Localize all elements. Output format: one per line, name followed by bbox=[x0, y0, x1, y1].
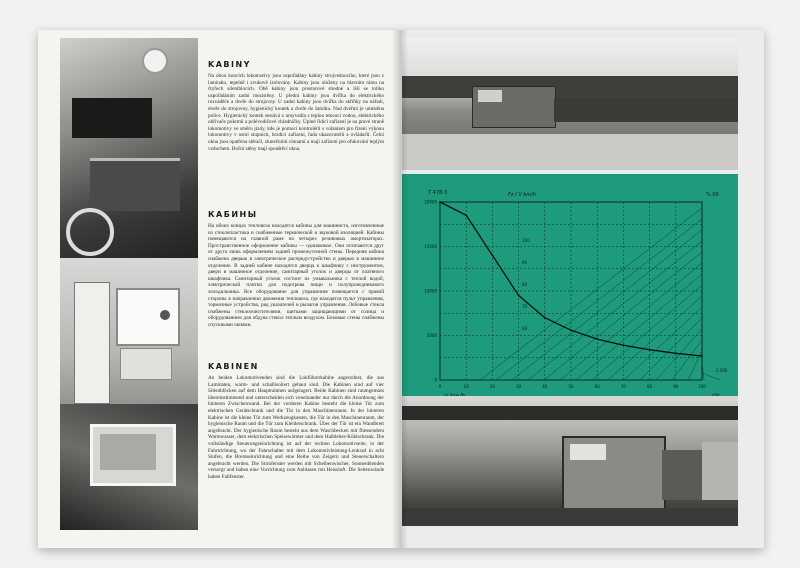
y-secondary-tick-label: 100 bbox=[522, 238, 530, 243]
series-point bbox=[570, 329, 572, 331]
section-russian bbox=[208, 210, 384, 335]
y-axis-label: Fz / V km/h bbox=[508, 192, 536, 198]
x-tick-label: 100 bbox=[698, 384, 706, 389]
series-point bbox=[701, 355, 703, 357]
section-heading-german: KABINEN bbox=[208, 362, 259, 371]
x-tick-label: 80 bbox=[647, 384, 653, 389]
series-point bbox=[544, 317, 546, 319]
section-text-czech: Na obou koncích lokomotivy jsou uspořádány kabiny strojvedoucího, které jsou z lamináto, tepelně i zvukově izolovány. Kabiny jsou uloženy na hlavním rámu na čtyřech silentblocích. Obě kabiny jsou prostorově shodné a liší se toliko uspořádáním zadní mezistěny. U přední kabiny jsou dvířka do elektrického rozváděče a dveře do strojovny. U zadní kabiny jsou dvířka do skříňky na nářadí, dveře do strojovny, hygienický koutek a dveře do šatníku. Nad dveřmi je umístěna police. Hygienický koutek sestává z umyvadla s teplou tekoucí vodou, elektrického ohřívače pokrmů a polévodičové chladničky. Úplné řídicí zařízení je na pravé straně lokomotivy ve směru jízdy, kde je pomocí kontrolérů s volantem pro řízení výkonu lokomotivy v osmi stupních, brzdicí zařízení, řada ukazovatelů a ovládačů. Čelní okna jsou opatřena stěrači, slunečními clonami a mají zařízení pro ofukování teplým vzduchem. Boční stěny mají spouštěcí okna. bbox=[208, 73, 384, 152]
series-point bbox=[518, 295, 520, 297]
y-tick-label: 0 bbox=[434, 377, 437, 383]
y-secondary-tick-label: 90 bbox=[522, 260, 528, 265]
y-secondary-tick-label: 80 bbox=[522, 282, 528, 287]
brochure-spread bbox=[38, 30, 764, 548]
series-point bbox=[623, 344, 625, 346]
efficiency-ray-line bbox=[624, 307, 702, 380]
efficiency-ray-line bbox=[560, 263, 702, 380]
y-secondary-tick-label: 60 bbox=[522, 326, 528, 331]
efficiency-ray-line bbox=[702, 373, 720, 380]
efficiency-ray-line bbox=[656, 329, 702, 380]
efficiency-ray-line bbox=[592, 285, 702, 380]
tractive-effort-chart bbox=[402, 174, 738, 412]
section-czech bbox=[208, 60, 384, 158]
series-point bbox=[439, 201, 441, 203]
photo-locomotive-station bbox=[402, 396, 738, 526]
x-tick-label: 50 bbox=[568, 384, 574, 389]
series-point bbox=[596, 338, 598, 340]
x-tick-label: 20 bbox=[489, 384, 495, 389]
right-page bbox=[400, 30, 764, 548]
x-tick-label: 40 bbox=[542, 384, 548, 389]
series-point bbox=[675, 352, 677, 354]
photo-locomotive-landscape bbox=[402, 38, 738, 170]
series-point bbox=[465, 214, 467, 216]
y-secondary-tick-label: 70 bbox=[522, 304, 528, 309]
series-point bbox=[649, 349, 651, 351]
chart-panel bbox=[402, 174, 738, 412]
photo-cab-cabinet bbox=[60, 404, 198, 530]
chart-title: T 478-3 bbox=[428, 190, 448, 196]
section-german bbox=[208, 362, 384, 487]
efficiency-ray-line bbox=[496, 219, 702, 380]
efficiency-ray-line bbox=[576, 274, 702, 380]
x-tick-label: 60 bbox=[594, 384, 600, 389]
x-extra-tick-label: 2 000 bbox=[716, 368, 728, 373]
section-text-russian: На обоих концах тепловоза находятся кабины для машиниста, изготовленные из стеклопластика и снабженные термической и звуковой изоляцией. Кабины помещаются на главной раме на четырех резиновых амортизаторах. Пространственное оформление кабины — одинаковое. Они отличаются друг от друга лишь оформлением задней промежуточной стены. Передняя кабина снабжена дверью в электрическое распредустройство и дверью в машинное отделение. В задней кабине находятся дверца к шкафчику с инструментом, двери в машинное отделение, санитарный уголок и дверцы от платяного шкафчика. Санитарный уголок состоит из умывальника с теплой водой, электрической плитки для подогрева пищи и полупроводникового холодильника. Все оборудование для управления помещается с правой стороны в направлении движения тепловоза, где находятся пульт управления, тормозные устройства, ряд указателей и рычагов управления. Лобовые стекла снабжены стеклоочистителями, щитками защищающими от солнца и оборудованием для обдува стекол теплым воздухом. Боковые стены снабжены спускными окнами. bbox=[208, 223, 384, 328]
photo-cab-dashboard bbox=[60, 38, 198, 270]
x-tick-label: 10 bbox=[463, 384, 469, 389]
photo-cab-interior bbox=[60, 258, 198, 418]
y-tick-label: 15000 bbox=[424, 244, 437, 249]
section-text-german: An beiden Lokomotivenden sind die Lokführerkabine angeordnet, die aus Laminaten, warm- und schallisoliert gebaut sind. Die Kabinen sind auf vier Silentblöcken auf dem Hauptrahmen aufgelagert. Beide Kabinen sind raumgemäss übereinstimmend und unterscheiden sich voneinander nur durch die Anordnung der hinteren Zwischenwand. Bei der vorderen Kabine besteht die kleine Tür zum elektrischen Gerätschrank und die Tür in den Maschinenraum. In der hinteren Kabine ist die kleine Tür zum Werkzeugkasten, die Tür in den Maschinenraum, der hygienische Raum und die Tür zum Kleiderschrank. Über der Tür ist ein Wandbrett angebracht. Der hygienische Raum besteht aus dem Waschbecken mit fliessendem Warmwasser, dem elektrischen Speisewärmer und dem Halbleiter-Kühlschrank. Die vollständige Steuerungseinrichtung ist auf der rechten Lokomotivseite, in der Fahrtrichtung, wo der Fahrschalter mit dem Lokomotivleistung-Lenkrad in acht Stufen, die Bremseinrichtung und eine Reihe von Zeigern und Steuerschaltern angebracht werden. Die Stirnfenster werden mit Scheibenwischer, Sonnenblenden versorgt und haben eine Vorrichtung zum Anblasen mit Heissluft. Die Seitenwände haben Fallfenster. bbox=[208, 375, 384, 480]
section-heading-czech: KABINY bbox=[208, 60, 251, 69]
x-tick-label: 0 bbox=[438, 384, 442, 389]
series-point bbox=[492, 255, 494, 257]
efficiency-ray-line bbox=[544, 252, 702, 380]
y-tick-label: 5000 bbox=[426, 333, 437, 338]
x-tick-label: 90 bbox=[673, 384, 679, 389]
efficiency-ray-line bbox=[608, 296, 702, 380]
right-axis-label: % 00 bbox=[706, 192, 719, 198]
y-tick-label: 20000 bbox=[424, 199, 437, 205]
x-tick-label: 70 bbox=[620, 384, 626, 389]
y-tick-label: 10000 bbox=[424, 288, 437, 294]
x-tick-label: 30 bbox=[516, 384, 522, 389]
left-page bbox=[38, 30, 400, 548]
section-heading-russian: КАБИНЫ bbox=[208, 210, 258, 219]
